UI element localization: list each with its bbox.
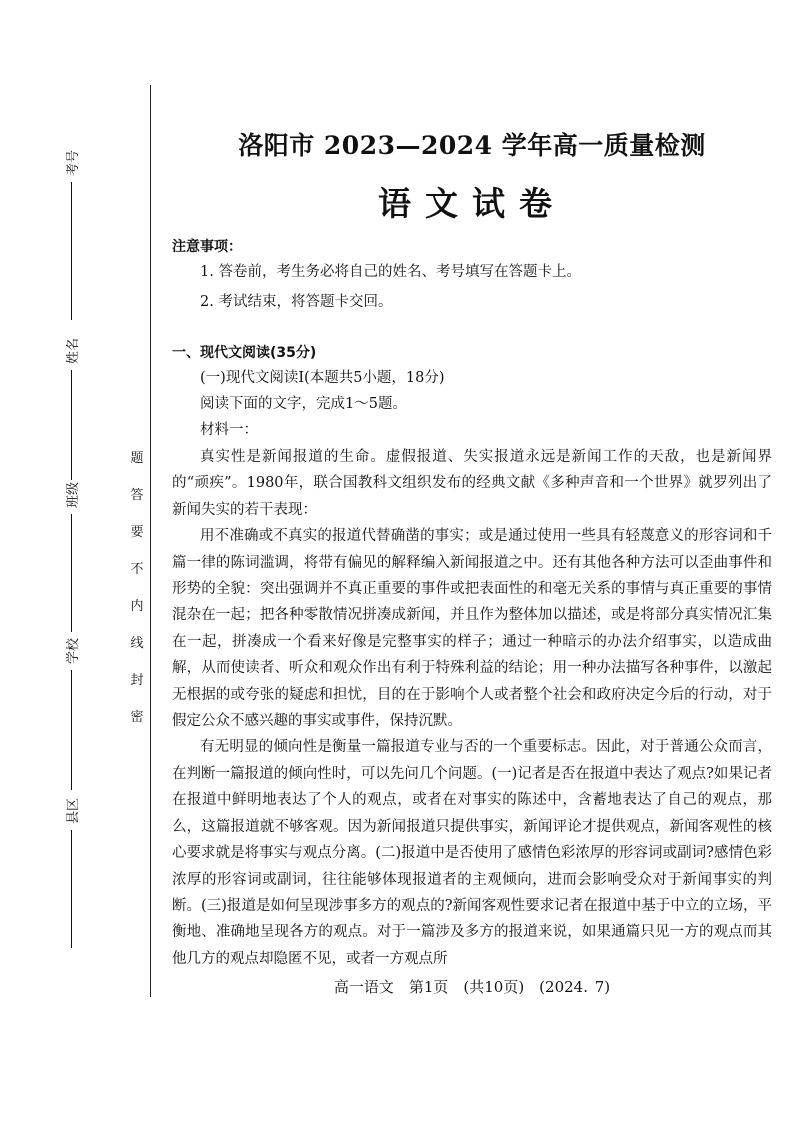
name-line: [71, 370, 72, 480]
seal-char: 题: [130, 451, 144, 466]
seal-char: 要: [130, 525, 144, 540]
section-title: 一、现代文阅读(35分): [172, 345, 317, 361]
seal-line-notice: [127, 440, 147, 736]
district-line: [71, 830, 72, 948]
passage-paragraph: 真实性是新闻报道的生命。虚假报道、失实报道永远是新闻工作的天敌，也是新闻界的“顽疾”。1980年，联合国教科文组织发布的经典文献《多种声音和一个世界》就罗列出了新闻失实的若干表现：: [172, 449, 772, 518]
district-label: 县区: [66, 797, 81, 824]
school-line: [71, 670, 72, 790]
exam-number-label: 考号: [66, 149, 81, 176]
seal-char: 内: [130, 599, 144, 614]
section-subtitle: (一)现代文阅读Ⅰ(本题共5小题，18分): [200, 370, 445, 386]
note-item: 1. 答卷前，考生务必将自己的姓名、考号填写在答题卡上。: [200, 264, 581, 280]
note-item: 2. 考试结束，将答题卡交回。: [200, 294, 393, 310]
seal-char: 封: [130, 673, 144, 688]
material-label: 材料一：: [200, 422, 258, 438]
notes-title: 注意事项：: [172, 239, 242, 255]
exam-number-line: [71, 182, 72, 320]
class-line: [71, 514, 72, 632]
school-field: [62, 638, 81, 790]
seal-char: 答: [130, 488, 144, 503]
class-field: [62, 482, 81, 632]
reading-instruction: 阅读下面的文字，完成1～5题。: [200, 396, 407, 412]
exam-number-field: [62, 150, 81, 320]
name-field: [62, 338, 81, 480]
seal-char: 不: [130, 562, 144, 577]
district-field: [62, 798, 81, 948]
exam-title: 洛阳市 2023—2024 学年高一质量检测: [238, 131, 706, 160]
page-footer: 高一语文 第1页 (共10页) (2024. 7): [333, 978, 611, 996]
exam-content: [172, 236, 772, 972]
exam-subject: 语文试卷: [378, 184, 566, 223]
passage-paragraph: 用不准确或不真实的报道代替确凿的事实；或是通过使用一些具有轻蔑意义的形容词和千篇一律的陈词滥调，将带有偏见的解释编入新闻报道之中。还有其他各种方法可以歪曲事件和形势的全貌：突出强调并不真正重要的事件或把表面性的和毫无关系的事情与真正重要的事情混杂在一起；把各种零散情况拼凑成新闻，并且作为整体加以描述，或是将部分真实情况汇集在一起，拼凑成一个看来好像是完整事实的样子；通过一种暗示的办法介绍事实，以造成曲解，从而使读者、听众和观众作出有利于特殊利益的结论；用一种办法描写各种事件，以激起无根据的或夸张的疑虑和担忧，目的在于影响个人或者整个社会和政府决定今后的行动，对于假定公众不感兴趣的事实或事件，保持沉默。: [172, 528, 772, 730]
name-label: 姓名: [66, 337, 81, 364]
passage-paragraph: 有无明显的倾向性是衡量一篇报道专业与否的一个重要标志。因此，对于普通公众而言，在判断一篇报道的倾向性时，可以先问几个问题。(一)记者是否在报道中表达了观点?如果记者在报道中鲜明地表达了个人的观点，或者在对事实的陈述中，含蓄地表达了自己的观点，那么，这篇报道就不够客观。因为新闻报道只提供事实，新闻评论才提供观点，新闻客观性的核心要求就是将事实与观点分离。(二)报道中是否使用了感情色彩浓厚的形容词或副词?感情色彩浓厚的形容词或副词，往往能够体现报道者的主观倾向，进而会影响受众对于新闻事实的判断。(三)报道是如何呈现涉事多方的观点的?新闻客观性要求记者在报道中基于中立的立场，平衡地、准确地呈现各方的观点。对于一篇涉及多方的报道来说，如果通篇只见一方的观点而其他几方的观点却隐匿不见，或者一方观点所: [172, 739, 772, 967]
class-label: 班级: [66, 481, 81, 508]
seal-char: 密: [130, 710, 144, 725]
school-label: 学校: [66, 637, 81, 664]
seal-char: 线: [130, 636, 144, 651]
